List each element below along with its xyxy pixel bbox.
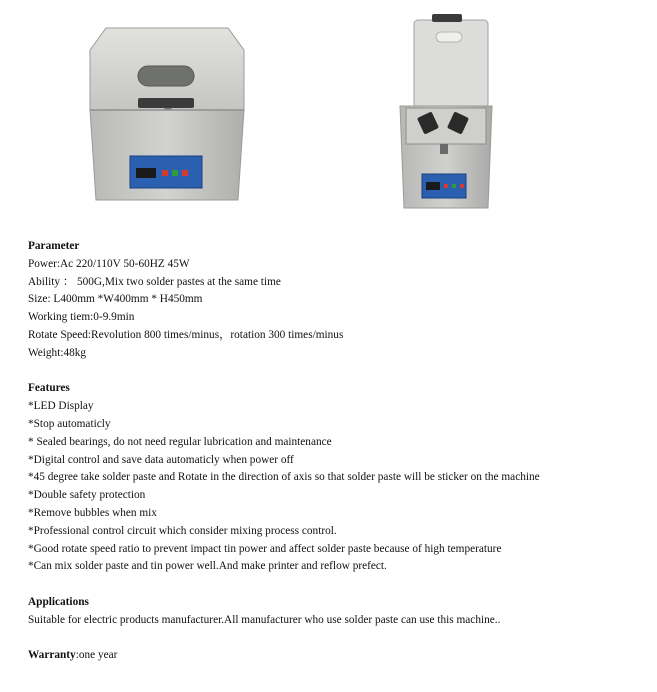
feature-line: *Stop automaticly — [28, 417, 111, 430]
solder-paste-mixer-closed-image — [84, 22, 250, 202]
features-heading: Features — [28, 382, 70, 395]
feature-line: *Good rotate speed ratio to prevent impact tin power and affect solder paste because of high temperature — [28, 542, 502, 555]
parameter-line: Weight:48kg — [28, 346, 87, 359]
parameter-line: Power:Ac 220/110V 50-60HZ 45W — [28, 257, 190, 270]
features-section — [28, 380, 648, 576]
applications-text: Suitable for electric products manufacturer.All manufacturer who use solder paste can use this machine.. — [28, 613, 501, 626]
feature-line: *Remove bubbles when mix — [28, 506, 157, 519]
feature-line: *Digital control and save data automaticly when power off — [28, 453, 294, 466]
parameter-line: Ability ： 500G,Mix two solder pastes at the same time — [28, 275, 281, 288]
solder-paste-mixer-open-image — [392, 14, 494, 210]
parameter-line: Working tiem:0-9.9min — [28, 311, 135, 324]
warranty-label: Warranty — [28, 649, 76, 662]
applications-section — [28, 594, 648, 630]
feature-line: *LED Display — [28, 400, 94, 413]
feature-line: * Sealed bearings, do not need regular lubrication and maintenance — [28, 435, 332, 448]
parameter-line: Size: L400mm *W400mm * H450mm — [28, 293, 203, 306]
feature-line: *Professional control circuit which consider mixing process control. — [28, 524, 337, 537]
product-description — [28, 238, 648, 665]
parameter-section — [28, 238, 648, 363]
product-photos — [0, 0, 657, 230]
warranty-line — [28, 647, 648, 665]
feature-line: *Can mix solder paste and tin power well.And make printer and reflow prefect. — [28, 560, 387, 573]
feature-line: *45 degree take solder paste and Rotate in the direction of axis so that solder paste will be sticker on the machine — [28, 471, 540, 484]
applications-heading: Applications — [28, 595, 89, 608]
parameter-line: Rotate Speed:Revolution 800 times/minus，rotation 300 times/minus — [28, 328, 344, 341]
parameter-heading: Parameter — [28, 240, 80, 252]
warranty-value: :one year — [75, 649, 118, 662]
feature-line: *Double safety protection — [28, 489, 146, 502]
warranty-section — [28, 647, 648, 665]
